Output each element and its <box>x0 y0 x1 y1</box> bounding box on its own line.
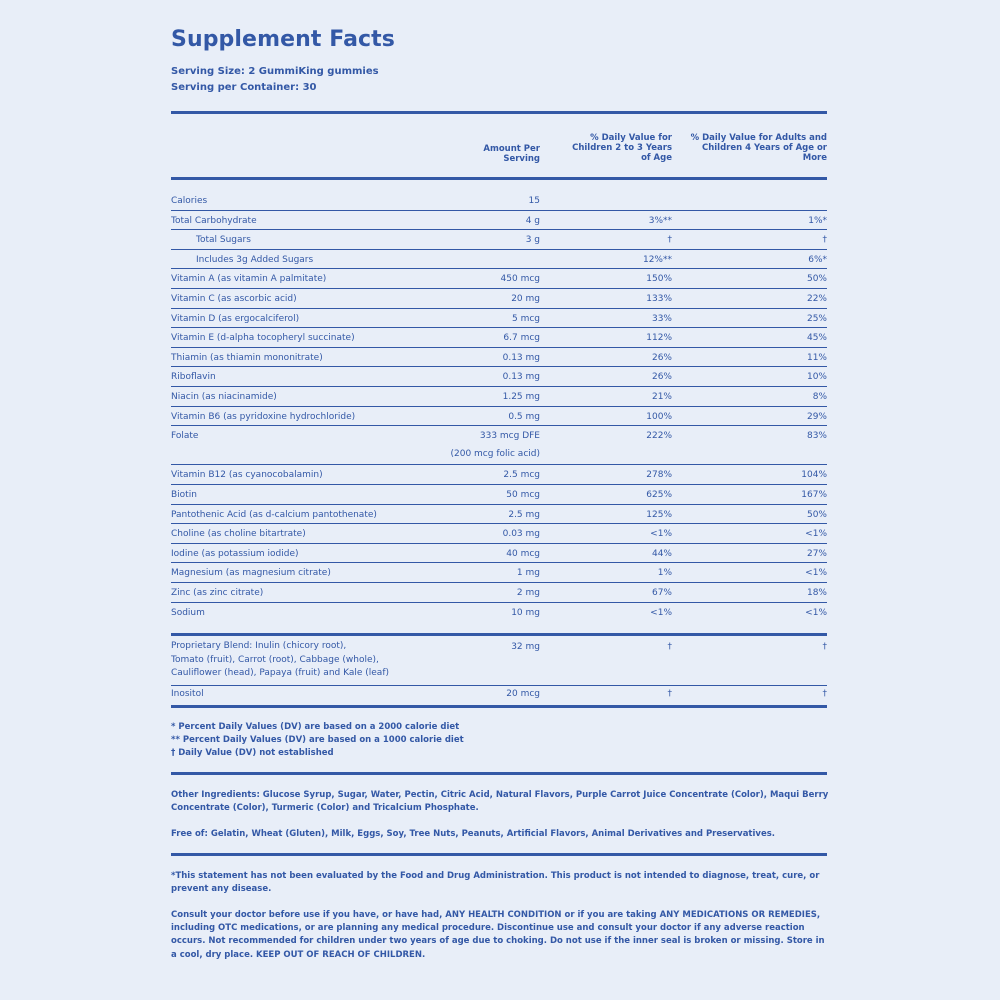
nutrient-dv-adults: 25% <box>806 313 827 324</box>
nutrient-dv-children: 21% <box>651 392 672 402</box>
nutrient-dv-children: 1% <box>657 568 672 579</box>
nutrient-name: Calories <box>171 196 208 206</box>
nutrient-dv-adults: 27% <box>806 548 827 559</box>
nutrient-name: Riboflavin <box>171 372 216 383</box>
row-divider <box>171 464 827 465</box>
nutrient-name: Zinc (as zinc citrate) <box>171 588 264 598</box>
nutrient-name: Sodium <box>171 607 205 618</box>
nutrient-amount: 5 mcg <box>511 313 540 324</box>
row-divider <box>171 308 827 309</box>
amount-header: Amount Per Serving <box>483 144 540 164</box>
nutrient-dv-adults: 1%* <box>808 215 827 226</box>
nutrient-dv-children: 150% <box>646 274 672 285</box>
nutrients-end-rule <box>171 633 827 636</box>
serving-size: Serving Size: 2 GummiKing gummies <box>171 66 379 77</box>
blend-name-line: Proprietary Blend: Inulin (chicory root), <box>171 641 347 651</box>
row-divider <box>171 288 827 289</box>
nutrient-dv-children: 100% <box>646 411 672 422</box>
nutrient-amount: 15 <box>528 196 540 206</box>
nutrient-amount: 450 mcg <box>500 274 540 285</box>
footnotes-rule <box>171 772 827 775</box>
nutrient-dv-children: 133% <box>646 294 672 304</box>
nutrient-amount: 1 mg <box>516 568 540 579</box>
nutrient-dv-children: 125% <box>646 509 672 520</box>
dv-adults-header: % Daily Value for Adults and Children 4 Years of Age or More <box>690 133 827 163</box>
nutrient-dv-children: 278% <box>646 470 672 481</box>
nutrient-name: Vitamin D (as ergocalciferol) <box>171 313 300 324</box>
nutrient-dv-adults: 167% <box>801 490 827 500</box>
blend-name-line: Tomato (fruit), Carrot (root), Cabbage (whole), <box>171 654 379 665</box>
row-divider <box>171 685 827 686</box>
row-divider <box>171 406 827 407</box>
row-divider <box>171 268 827 269</box>
row-divider <box>171 425 827 426</box>
nutrient-dv-children: 44% <box>651 548 672 559</box>
inositol-amount: 20 mcg <box>506 689 540 699</box>
row-divider <box>171 249 827 250</box>
nutrient-amount: 50 mcg <box>506 490 540 500</box>
inositol-dv-children: † <box>667 689 672 699</box>
row-divider <box>171 229 827 230</box>
row-divider <box>171 366 827 367</box>
nutrient-dv-adults: 11% <box>806 352 827 363</box>
row-divider <box>171 582 827 583</box>
dv-children-header: % Daily Value for Children 2 to 3 Years of Age <box>572 133 672 163</box>
nutrient-dv-children: 625% <box>646 490 672 500</box>
nutrient-amount: 2 mg <box>516 588 540 598</box>
nutrient-dv-children: <1% <box>650 607 672 618</box>
nutrient-dv-children: 222% <box>646 431 672 442</box>
nutrient-dv-children: 3%** <box>648 215 672 226</box>
nutrient-amount: 0.13 mg <box>502 372 540 383</box>
nutrient-amount-detail: (200 mcg folic acid) <box>450 449 540 460</box>
nutrient-amount: 333 mcg DFE <box>479 431 540 442</box>
header-rule <box>171 177 827 180</box>
nutrient-dv-adults: <1% <box>805 607 827 618</box>
nutrient-dv-adults: † <box>822 235 827 246</box>
nutrient-name: Niacin (as niacinamide) <box>171 392 277 402</box>
nutrient-name: Vitamin C (as ascorbic acid) <box>171 294 297 304</box>
nutrient-dv-adults: 8% <box>812 392 827 402</box>
other-ingredients: Other Ingredients: Glucose Syrup, Sugar, Water, Pectin, Citric Acid, Natural Flavors, Purple Carrot Juice Concentrate (Color), Maqui Berry Concentrate (Color), Turmeric (Color) and Tricalcium Phosphate. <box>171 790 829 814</box>
inositol-dv-adults: † <box>822 689 827 699</box>
nutrient-dv-children: 26% <box>651 352 672 363</box>
nutrient-name: Thiamin (as thiamin mononitrate) <box>171 352 323 363</box>
nutrient-dv-adults: 18% <box>806 588 827 598</box>
nutrient-name: Vitamin B12 (as cyanocobalamin) <box>171 470 323 481</box>
nutrient-amount: 10 mg <box>511 607 540 618</box>
nutrient-name: Includes 3g Added Sugars <box>196 254 314 265</box>
nutrient-name: Iodine (as potassium iodide) <box>171 548 299 559</box>
nutrient-amount: 1.25 mg <box>502 392 540 402</box>
row-divider <box>171 602 827 603</box>
free-of: Free of: Gelatin, Wheat (Gluten), Milk, Eggs, Soy, Tree Nuts, Peanuts, Artificial Flavors, Animal Derivatives and Preservatives. <box>171 829 775 839</box>
nutrient-amount: 4 g <box>525 215 540 226</box>
nutrient-dv-children: 112% <box>646 333 672 344</box>
nutrient-dv-children: <1% <box>650 529 672 540</box>
nutrient-name: Total Sugars <box>196 235 251 246</box>
nutrient-dv-children: 67% <box>651 588 672 598</box>
nutrient-amount: 2.5 mcg <box>503 470 540 481</box>
nutrient-dv-adults: 104% <box>801 470 827 481</box>
nutrient-dv-adults: <1% <box>805 529 827 540</box>
row-divider <box>171 562 827 563</box>
nutrient-dv-adults: 50% <box>806 509 827 520</box>
nutrient-name: Vitamin B6 (as pyridoxine hydrochloride) <box>171 411 356 422</box>
nutrient-name: Total Carbohydrate <box>171 215 257 226</box>
top-rule <box>171 111 827 114</box>
nutrient-dv-children: 26% <box>651 372 672 383</box>
blend-amount: 32 mg <box>511 642 540 652</box>
nutrient-dv-adults: 10% <box>806 372 827 383</box>
footnote: † Daily Value (DV) not established <box>171 748 334 758</box>
footnote: * Percent Daily Values (DV) are based on a 2000 calorie diet <box>171 722 460 732</box>
blend-dv-adults: † <box>822 642 827 652</box>
inositol-name: Inositol <box>171 689 204 699</box>
nutrient-amount: 40 mcg <box>506 548 540 559</box>
warning-text: Consult your doctor before use if you have, or have had, ANY HEALTH CONDITION or if you are taking ANY MEDICATIONS OR REMEDIES, including OTC medications, or are planning any medical procedure. Discontinue use and consult your doctor if any adverse reaction occurs. Not recommended for children under two years of age due to choking. Do not use if the inner seal is broken or missing. Store in a cool, dry place. KEEP OUT OF REACH OF CHILDREN. <box>171 910 825 960</box>
nutrient-amount: 0.03 mg <box>502 529 540 540</box>
blend-name-line: Cauliflower (head), Papaya (fruit) and Kale (leaf) <box>171 668 389 678</box>
blend-dv-children: † <box>667 642 672 652</box>
nutrient-dv-adults: 83% <box>806 431 827 442</box>
nutrient-name: Vitamin A (as vitamin A palmitate) <box>171 274 327 285</box>
nutrient-name: Biotin <box>171 490 197 500</box>
nutrient-dv-children: 12%** <box>642 254 672 265</box>
nutrient-amount: 0.13 mg <box>502 352 540 363</box>
fda-statement: *This statement has not been evaluated by the Food and Drug Administration. This product is not intended to diagnose, treat, cure, or prevent any disease. <box>171 871 820 895</box>
nutrient-amount: 3 g <box>525 235 540 246</box>
nutrient-name: Magnesium (as magnesium citrate) <box>171 568 331 579</box>
ingredients-rule <box>171 853 827 856</box>
nutrient-dv-children: 33% <box>651 313 672 324</box>
row-divider <box>171 504 827 505</box>
row-divider <box>171 347 827 348</box>
nutrient-amount: 6.7 mcg <box>503 333 540 344</box>
nutrient-dv-adults: <1% <box>805 568 827 579</box>
footnote: ** Percent Daily Values (DV) are based on a 1000 calorie diet <box>171 735 464 745</box>
row-divider <box>171 484 827 485</box>
row-divider <box>171 523 827 524</box>
nutrient-name: Choline (as choline bitartrate) <box>171 529 306 540</box>
row-divider <box>171 210 827 211</box>
nutrient-dv-adults: 45% <box>806 333 827 344</box>
row-divider <box>171 543 827 544</box>
nutrient-amount: 2.5 mg <box>508 509 540 520</box>
nutrient-dv-adults: 22% <box>806 294 827 304</box>
nutrient-dv-adults: 6%* <box>808 254 827 265</box>
nutrient-amount: 20 mg <box>511 294 540 304</box>
nutrient-dv-children: † <box>667 235 672 246</box>
servings-per-container: Serving per Container: 30 <box>171 82 317 93</box>
nutrient-name: Pantothenic Acid (as d-calcium pantothenate) <box>171 509 377 520</box>
row-divider <box>171 327 827 328</box>
panel-title: Supplement Facts <box>171 27 395 52</box>
nutrient-name: Vitamin E (d-alpha tocopheryl succinate) <box>171 333 355 344</box>
nutrient-name: Folate <box>171 431 199 442</box>
nutrient-dv-adults: 29% <box>806 411 827 422</box>
table-end-rule <box>171 705 827 708</box>
row-divider <box>171 386 827 387</box>
nutrient-amount: 0.5 mg <box>508 411 540 422</box>
nutrient-dv-adults: 50% <box>806 274 827 285</box>
